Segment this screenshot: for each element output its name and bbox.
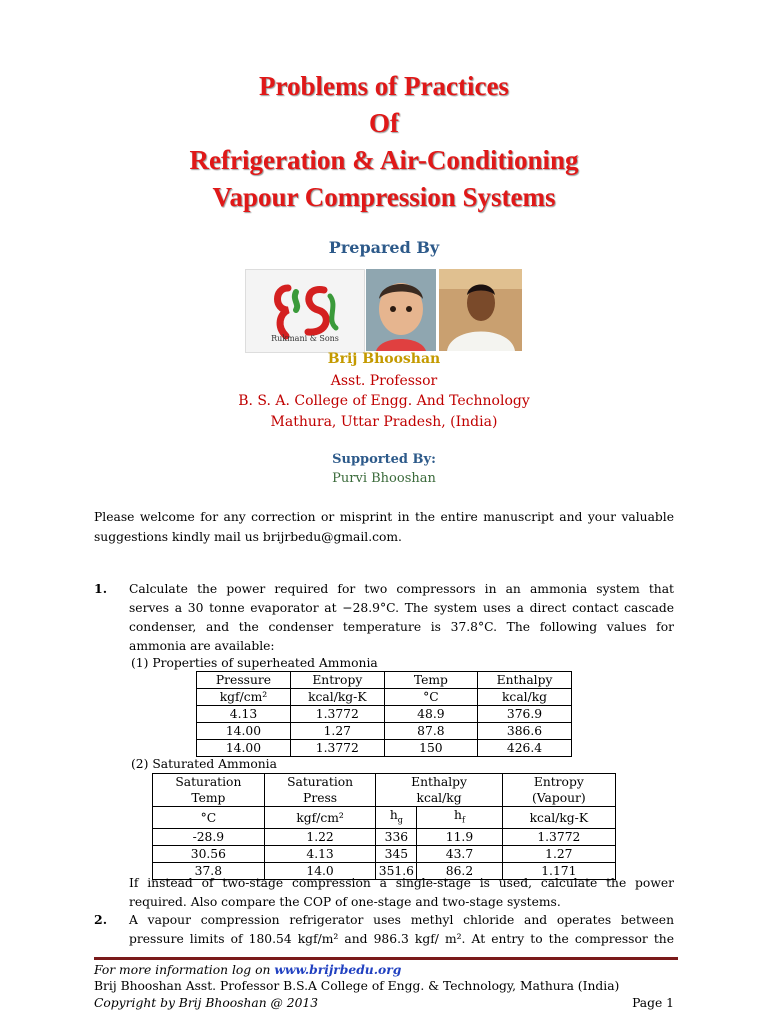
page-number: Page 1 <box>632 996 674 1010</box>
supported-by-heading: Supported By: <box>332 452 436 467</box>
table2-cell: 1.171 <box>502 863 615 880</box>
table2-unit: kgf/cm² <box>264 807 376 829</box>
saturated-ammonia-table <box>152 773 616 880</box>
table2-header-sat-temp <box>153 774 265 807</box>
footer-affiliation: Brij Bhooshan Asst. Professor B.S.A College of Engg. & Technology, Mathura (India) <box>94 979 620 993</box>
table1-cell: 150 <box>384 740 477 757</box>
table2-cell: 345 <box>376 846 417 863</box>
footer-website-link[interactable]: www.brijrbedu.org <box>274 962 402 977</box>
prepared-by-heading: Prepared By <box>328 238 440 257</box>
author-designation: Asst. Professor <box>330 373 438 389</box>
author-college: B. S. A. College of Engg. And Technology <box>238 393 530 409</box>
table1-caption: (1) Properties of superheated Ammonia <box>131 656 378 670</box>
superheated-ammonia-table <box>196 671 572 757</box>
author-location: Mathura, Uttar Pradesh, (India) <box>270 414 498 430</box>
table2-header-text: kcal/kg <box>416 791 462 805</box>
table1-cell: 14.00 <box>197 723 291 740</box>
table1-cell: 14.00 <box>197 740 291 757</box>
table2-unit: °C <box>153 807 265 829</box>
table-row <box>153 829 616 846</box>
table1-header: Temp <box>384 672 477 689</box>
table1-cell: 426.4 <box>478 740 572 757</box>
title-line-1: Problems of Practices <box>259 71 509 101</box>
table1-cell: 1.27 <box>290 723 384 740</box>
footer-divider <box>94 957 678 960</box>
table-row <box>153 846 616 863</box>
table1-header: Entropy <box>290 672 384 689</box>
table-row <box>197 723 572 740</box>
table-row <box>197 740 572 757</box>
child-photo <box>366 269 436 351</box>
table2-cell: 14.0 <box>264 863 376 880</box>
table2-cell: -28.9 <box>153 829 265 846</box>
footer-info <box>94 962 401 977</box>
table2-cell: 1.27 <box>502 846 615 863</box>
table1-unit: °C <box>384 689 477 706</box>
table1-unit: kcal/kg <box>478 689 572 706</box>
table2-cell: 1.3772 <box>502 829 615 846</box>
table2-cell: 37.8 <box>153 863 265 880</box>
q2-text-line-2: pressure limits of 180.54 kgf/m² and 986.3 kgf/ m². At entry to the compressor the <box>129 932 674 946</box>
intro-paragraph: Please welcome for any correction or misprint in the entire manuscript and your valuable suggestions kindly mail us brijrbedu@gmail.com. <box>94 510 674 544</box>
table2-cell: 336 <box>376 829 417 846</box>
table2-header-enthalpy <box>376 774 502 807</box>
table2-cell: 1.22 <box>264 829 376 846</box>
table2-caption: (2) Saturated Ammonia <box>131 757 277 771</box>
supporter-name: Purvi Bhooshan <box>332 471 436 486</box>
table2-header-text: Enthalpy <box>411 775 467 789</box>
table2-cell: 30.56 <box>153 846 265 863</box>
table1-cell: 87.8 <box>384 723 477 740</box>
q2-text-line-1: A vapour compression refrigerator uses methyl chloride and operates between <box>129 913 674 927</box>
table-row <box>197 706 572 723</box>
table2-unit-hg: $h_g$ <box>376 807 417 829</box>
table2-cell: 11.9 <box>417 829 502 846</box>
q1-after-line-2: required. Also compare the COP of one-stage and two-stage systems. <box>129 895 561 909</box>
q1-number: 1. <box>94 581 108 596</box>
table2-unit-hf: $h_f$ <box>417 807 502 829</box>
author-photo <box>439 269 522 351</box>
table1-cell: 4.13 <box>197 706 291 723</box>
table1-cell: 48.9 <box>384 706 477 723</box>
rukmani-sons-logo <box>245 269 365 353</box>
q1-text-line-4: ammonia are available: <box>129 639 275 653</box>
logo-text: Rukmani & Sons <box>271 334 339 343</box>
q1-text-line-2: serves a 30 tonne evaporator at −28.9°C. The system uses a direct contact cascade <box>129 601 674 615</box>
table1-unit: kgf/cm² <box>197 689 291 706</box>
table1-cell: 376.9 <box>478 706 572 723</box>
q1-text-line-3: condenser, and the condenser temperature is 37.8°C. The following values for <box>129 620 674 634</box>
table1-unit: kcal/kg-K <box>290 689 384 706</box>
table2-header-sat-press <box>264 774 376 807</box>
table1-header: Pressure <box>197 672 291 689</box>
table1-header: Enthalpy <box>478 672 572 689</box>
table2-cell: 351.6 <box>376 863 417 880</box>
table2-unit: kcal/kg-K <box>502 807 615 829</box>
q2-number: 2. <box>94 912 108 927</box>
footer-copyright: Copyright by Brij Bhooshan @ 2013 <box>94 996 319 1010</box>
footer-info-prefix: For more information log on <box>94 963 275 977</box>
table1-cell: 386.6 <box>478 723 572 740</box>
table2-cell: 4.13 <box>264 846 376 863</box>
table2-header-text: Temp <box>191 791 226 805</box>
table2-header-text: Saturation <box>175 775 242 789</box>
table2-cell: 86.2 <box>417 863 502 880</box>
title-line-4: Vapour Compression Systems <box>212 182 556 212</box>
table2-header-entropy <box>502 774 615 807</box>
table1-cell: 1.3772 <box>290 706 384 723</box>
author-name: Brij Bhooshan <box>327 351 441 367</box>
q1-text-line-1: Calculate the power required for two compressors in an ammonia system that <box>129 582 674 596</box>
table2-header-text: Entropy <box>533 775 584 789</box>
table2-header-text: Press <box>303 791 338 805</box>
q1-after-line-1: If instead of two-stage compression a single-stage is used, calculate the power <box>129 876 674 890</box>
title-line-3: Refrigeration & Air-Conditioning <box>189 145 579 175</box>
table2-header-text: (Vapour) <box>531 791 586 805</box>
table2-header-text: Saturation <box>287 775 354 789</box>
table1-cell: 1.3772 <box>290 740 384 757</box>
title-line-2: Of <box>369 108 399 138</box>
table2-cell: 43.7 <box>417 846 502 863</box>
